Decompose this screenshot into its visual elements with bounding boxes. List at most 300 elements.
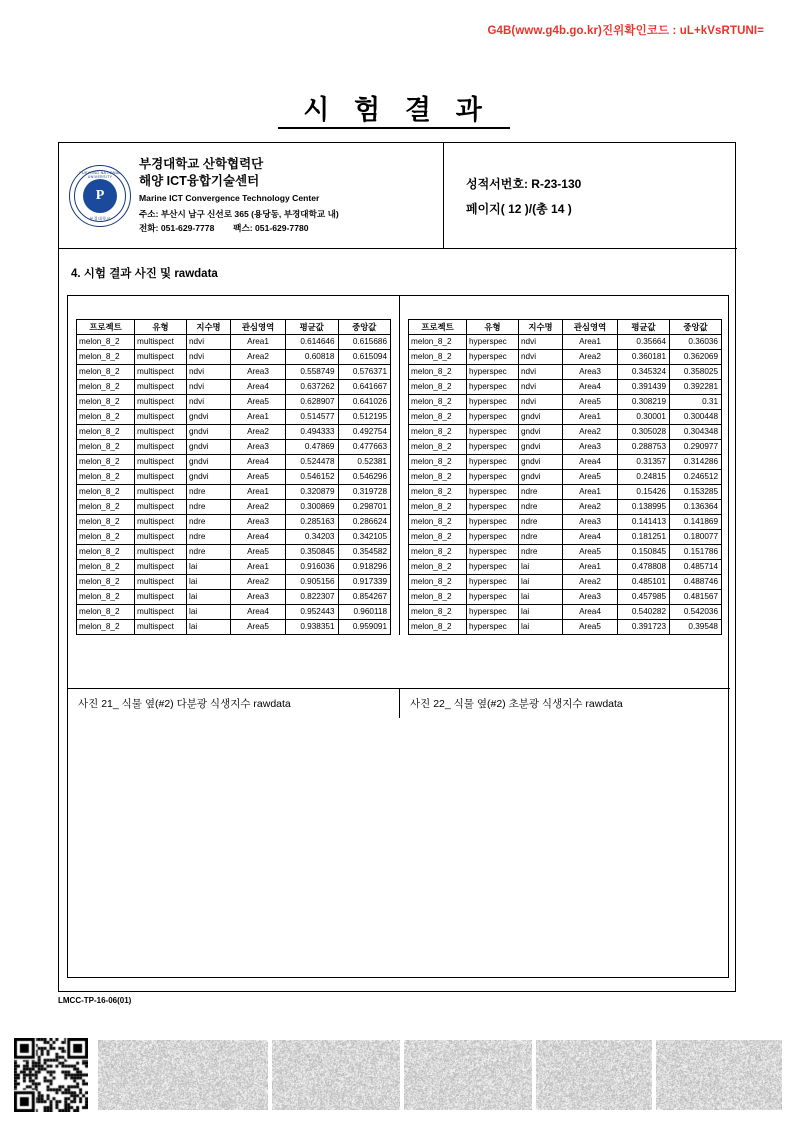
table-row (409, 380, 722, 395)
table-row (409, 485, 722, 500)
table-cell: 0.60818 (286, 350, 339, 365)
table-cell: melon_8_2 (409, 335, 467, 350)
table-cell: 0.542036 (670, 605, 722, 620)
table-cell: melon_8_2 (77, 620, 135, 635)
table-cell: ndvi (187, 350, 231, 365)
table-cell: hyperspec (467, 410, 519, 425)
table-cell: multispect (135, 605, 187, 620)
table-cell: 0.300869 (286, 500, 339, 515)
table-row (77, 470, 391, 485)
table-row (77, 335, 391, 350)
table-cell: hyperspec (467, 545, 519, 560)
col-median: 중앙값 (338, 320, 391, 335)
table-cell: 0.540282 (618, 605, 670, 620)
table-cell: hyperspec (467, 485, 519, 500)
table-cell: melon_8_2 (77, 455, 135, 470)
table-cell: Area3 (563, 365, 618, 380)
table-cell: melon_8_2 (77, 545, 135, 560)
table-cell: hyperspec (467, 455, 519, 470)
university-logo-icon (69, 165, 131, 227)
page-title: 시 험 결 과 (303, 95, 491, 125)
table-cell: Area2 (563, 500, 618, 515)
table-cell: Area2 (563, 350, 618, 365)
table-cell: Area4 (231, 380, 286, 395)
table-cell: melon_8_2 (409, 440, 467, 455)
table-cell: melon_8_2 (409, 605, 467, 620)
table-cell: 0.917339 (338, 575, 391, 590)
table-cell: 0.354582 (338, 545, 391, 560)
table-cell: 0.391723 (618, 620, 670, 635)
table-cell: hyperspec (467, 620, 519, 635)
table-cell: 0.918296 (338, 560, 391, 575)
table-row (77, 605, 391, 620)
table-row (77, 485, 391, 500)
table-row (77, 545, 391, 560)
table-cell: 0.514577 (286, 410, 339, 425)
org-name-line1: 부경대학교 산학협력단 (139, 157, 264, 172)
table-row (77, 530, 391, 545)
table-cell: 0.478808 (618, 560, 670, 575)
table-cell: Area5 (563, 620, 618, 635)
table-cell: hyperspec (467, 440, 519, 455)
table-cell: Area4 (231, 530, 286, 545)
table-cell: melon_8_2 (77, 380, 135, 395)
table-cell: 0.360181 (618, 350, 670, 365)
table-cell: 0.615094 (338, 350, 391, 365)
table-row (77, 440, 391, 455)
table-cell: 0.342105 (338, 530, 391, 545)
table-cell: Area5 (231, 395, 286, 410)
table-cell: ndvi (187, 365, 231, 380)
table-cell: Area2 (563, 425, 618, 440)
table-cell: multispect (135, 485, 187, 500)
table-row (409, 515, 722, 530)
table-cell: gndvi (187, 410, 231, 425)
table-cell: multispect (135, 590, 187, 605)
table-cell: multispect (135, 350, 187, 365)
table-cell: 0.320879 (286, 485, 339, 500)
table-cell: hyperspec (467, 365, 519, 380)
table-cell: gndvi (519, 440, 563, 455)
table-row (77, 425, 391, 440)
col-mean: 평균값 (618, 320, 670, 335)
table-row (77, 620, 391, 635)
table-cell: 0.358025 (670, 365, 722, 380)
table-cell: gndvi (519, 425, 563, 440)
table-cell: 0.181251 (618, 530, 670, 545)
org-fax: 팩스: 051-629-7780 (233, 223, 309, 234)
table-cell: hyperspec (467, 605, 519, 620)
table-row (409, 395, 722, 410)
table-cell: 0.959091 (338, 620, 391, 635)
table-cell: lai (519, 575, 563, 590)
table-cell: hyperspec (467, 335, 519, 350)
form-code: LMCC-TP-16-06(01) (58, 996, 132, 1005)
table-cell: 0.905156 (286, 575, 339, 590)
multispectral-rawdata-table (76, 319, 391, 635)
table-cell: ndvi (187, 380, 231, 395)
table-cell: ndre (519, 515, 563, 530)
table-row (77, 455, 391, 470)
table-cell: 0.47869 (286, 440, 339, 455)
table-cell: 0.286624 (338, 515, 391, 530)
table-cell: melon_8_2 (409, 365, 467, 380)
signature-strip-1 (98, 1040, 268, 1110)
qr-code (14, 1038, 88, 1112)
table-row (409, 575, 722, 590)
table-cell: Area5 (231, 620, 286, 635)
table-cell: Area1 (231, 335, 286, 350)
table-cell: hyperspec (467, 575, 519, 590)
table-row (409, 500, 722, 515)
table-cell: ndre (187, 545, 231, 560)
table-cell: gndvi (519, 470, 563, 485)
table-cell: multispect (135, 500, 187, 515)
table-cell: multispect (135, 425, 187, 440)
table-cell: melon_8_2 (77, 395, 135, 410)
table-cell: Area4 (231, 455, 286, 470)
table-cell: multispect (135, 335, 187, 350)
table-cell: 0.938351 (286, 620, 339, 635)
table-cell: hyperspec (467, 350, 519, 365)
table-cell: 0.350845 (286, 545, 339, 560)
signature-strip-5 (656, 1040, 782, 1110)
table-cell: Area2 (563, 575, 618, 590)
table-cell: lai (519, 560, 563, 575)
table-cell: hyperspec (467, 560, 519, 575)
table-row (77, 410, 391, 425)
table-cell: melon_8_2 (409, 455, 467, 470)
table-cell: 0.494333 (286, 425, 339, 440)
org-phone: 전화: 051-629-7778 (139, 223, 215, 234)
table-cell: Area2 (231, 350, 286, 365)
table-row (77, 380, 391, 395)
table-cell: multispect (135, 530, 187, 545)
multispectral-table-column (68, 296, 399, 635)
table-cell: melon_8_2 (77, 425, 135, 440)
table-cell: melon_8_2 (77, 500, 135, 515)
table-cell: melon_8_2 (77, 410, 135, 425)
table-cell: 0.614646 (286, 335, 339, 350)
table-cell: melon_8_2 (77, 575, 135, 590)
table-cell: 0.546152 (286, 470, 339, 485)
caption-row (68, 688, 730, 718)
table-cell: melon_8_2 (409, 485, 467, 500)
table-cell: multispect (135, 440, 187, 455)
col-index: 지수명 (187, 320, 231, 335)
table-cell: 0.24815 (618, 470, 670, 485)
table-row (409, 455, 722, 470)
table-cell: 0.488746 (670, 575, 722, 590)
table-cell: 0.34203 (286, 530, 339, 545)
table-cell: 0.628907 (286, 395, 339, 410)
table-cell: 0.52381 (338, 455, 391, 470)
table-cell: 0.485101 (618, 575, 670, 590)
table-cell: Area1 (563, 485, 618, 500)
table-cell: 0.391439 (618, 380, 670, 395)
table-cell: Area5 (563, 395, 618, 410)
table-cell: multispect (135, 365, 187, 380)
table-cell: gndvi (187, 440, 231, 455)
table-cell: Area4 (563, 530, 618, 545)
table-cell: ndvi (519, 365, 563, 380)
table-cell: Area5 (563, 545, 618, 560)
table-cell: melon_8_2 (409, 590, 467, 605)
table-cell: ndre (187, 485, 231, 500)
table-cell: Area1 (563, 560, 618, 575)
col-project: 프로젝트 (409, 320, 467, 335)
table-row (77, 395, 391, 410)
table-row (409, 530, 722, 545)
table-cell: 0.457985 (618, 590, 670, 605)
table-cell: multispect (135, 620, 187, 635)
table-cell: gndvi (187, 470, 231, 485)
table-cell: Area3 (231, 590, 286, 605)
table-cell: 0.615686 (338, 335, 391, 350)
table-cell: ndre (187, 515, 231, 530)
table-cell: melon_8_2 (409, 530, 467, 545)
table-cell: lai (187, 575, 231, 590)
table-cell: Area1 (231, 485, 286, 500)
signature-strip-4 (536, 1040, 652, 1110)
table-cell: Area2 (231, 425, 286, 440)
table-cell: 0.314286 (670, 455, 722, 470)
table-cell: 0.558749 (286, 365, 339, 380)
table-cell: melon_8_2 (409, 425, 467, 440)
table-cell: 0.153285 (670, 485, 722, 500)
table-row (409, 560, 722, 575)
logo-mark: P (95, 187, 105, 203)
verification-code: G4B(www.g4b.go.kr)진위확인코드 : uL+kVsRTUNI= (487, 25, 764, 37)
table-cell: 0.150845 (618, 545, 670, 560)
table-cell: lai (187, 605, 231, 620)
table-cell: 0.298701 (338, 500, 391, 515)
table-cell: lai (519, 620, 563, 635)
table-row (409, 350, 722, 365)
col-roi: 관심영역 (231, 320, 286, 335)
table-cell: melon_8_2 (77, 515, 135, 530)
table-cell: 0.960118 (338, 605, 391, 620)
table-cell: hyperspec (467, 590, 519, 605)
table-cell: 0.546296 (338, 470, 391, 485)
table-cell: 0.822307 (286, 590, 339, 605)
table-cell: 0.492754 (338, 425, 391, 440)
table-cell: 0.290977 (670, 440, 722, 455)
table-cell: Area1 (563, 335, 618, 350)
col-mean: 평균값 (286, 320, 339, 335)
table-cell: 0.30001 (618, 410, 670, 425)
table-cell: melon_8_2 (77, 605, 135, 620)
table-cell: lai (519, 590, 563, 605)
table-cell: 0.481567 (670, 590, 722, 605)
caption-left: 사진 21_ 식물 옆(#2) 다분광 식생지수 rawdata (78, 698, 291, 710)
table-cell: 0.141869 (670, 515, 722, 530)
table-cell: 0.300448 (670, 410, 722, 425)
table-cell: Area1 (231, 410, 286, 425)
table-cell: Area1 (231, 560, 286, 575)
table-cell: Area3 (563, 440, 618, 455)
table-cell: 0.485714 (670, 560, 722, 575)
table-cell: hyperspec (467, 380, 519, 395)
table-row (77, 350, 391, 365)
table-cell: 0.637262 (286, 380, 339, 395)
logo-text-top: PUKYONG NATIONAL UNIVERSITY (79, 170, 121, 179)
table-cell: Area5 (231, 470, 286, 485)
table-cell: Area1 (563, 410, 618, 425)
table-cell: multispect (135, 395, 187, 410)
table-cell: Area3 (563, 515, 618, 530)
caption-right: 사진 22_ 식물 옆(#2) 초분광 식생지수 rawdata (399, 689, 730, 718)
table-cell: 0.246512 (670, 470, 722, 485)
table-cell: 0.15426 (618, 485, 670, 500)
page-number: 페이지( 12 )/(총 14 ) (466, 201, 572, 216)
table-cell: 0.31 (670, 395, 722, 410)
hyperspectral-table-column (399, 296, 730, 635)
table-cell: ndvi (187, 395, 231, 410)
table-cell: ndvi (519, 350, 563, 365)
table-row (409, 470, 722, 485)
table-cell: multispect (135, 470, 187, 485)
table-cell: melon_8_2 (409, 545, 467, 560)
table-row (77, 365, 391, 380)
table-row (77, 500, 391, 515)
table-cell: 0.916036 (286, 560, 339, 575)
table-cell: ndre (187, 530, 231, 545)
table-cell: melon_8_2 (77, 440, 135, 455)
table-row (409, 605, 722, 620)
table-cell: lai (187, 590, 231, 605)
table-cell: hyperspec (467, 500, 519, 515)
table-cell: Area4 (231, 605, 286, 620)
table-cell: multispect (135, 410, 187, 425)
table-cell: melon_8_2 (77, 470, 135, 485)
col-index: 지수명 (519, 320, 563, 335)
table-cell: 0.952443 (286, 605, 339, 620)
col-type: 유형 (467, 320, 519, 335)
table-cell: multispect (135, 380, 187, 395)
table-cell: 0.576371 (338, 365, 391, 380)
rawdata-tables (68, 296, 730, 635)
table-cell: melon_8_2 (409, 500, 467, 515)
signature-strip-3 (404, 1040, 532, 1110)
col-project: 프로젝트 (77, 320, 135, 335)
table-row (409, 620, 722, 635)
table-cell: Area3 (231, 515, 286, 530)
table-cell: melon_8_2 (409, 575, 467, 590)
table-cell: Area3 (563, 590, 618, 605)
table-cell: melon_8_2 (77, 530, 135, 545)
table-cell: 0.304348 (670, 425, 722, 440)
table-cell: 0.138995 (618, 500, 670, 515)
table-cell: 0.345324 (618, 365, 670, 380)
table-row (409, 545, 722, 560)
col-type: 유형 (135, 320, 187, 335)
results-content-box (67, 295, 729, 978)
hyperspectral-rawdata-table (408, 319, 722, 635)
logo-text-bottom: 부경대학교 (89, 215, 111, 221)
table-cell: hyperspec (467, 470, 519, 485)
table-cell: ndvi (519, 335, 563, 350)
table-cell: 0.362069 (670, 350, 722, 365)
header-report-meta (444, 143, 737, 248)
table-cell: 0.512195 (338, 410, 391, 425)
table-cell: lai (187, 620, 231, 635)
table-cell: melon_8_2 (409, 350, 467, 365)
table-cell: Area3 (231, 365, 286, 380)
table-row (409, 365, 722, 380)
table-cell: hyperspec (467, 395, 519, 410)
table-cell: melon_8_2 (409, 395, 467, 410)
table-cell: hyperspec (467, 515, 519, 530)
table-cell: melon_8_2 (77, 350, 135, 365)
table-cell: melon_8_2 (409, 560, 467, 575)
table-cell: lai (519, 605, 563, 620)
table-cell: ndre (519, 530, 563, 545)
table-cell: 0.31357 (618, 455, 670, 470)
table-cell: Area2 (231, 575, 286, 590)
table-cell: melon_8_2 (409, 620, 467, 635)
table-cell: multispect (135, 575, 187, 590)
table-cell: Area4 (563, 380, 618, 395)
table-row (77, 560, 391, 575)
table-cell: Area3 (231, 440, 286, 455)
col-median: 중앙값 (670, 320, 722, 335)
table-cell: 0.854267 (338, 590, 391, 605)
table-cell: gndvi (519, 410, 563, 425)
org-name-line2: 해양 ICT융합기술센터 (139, 174, 260, 189)
table-cell: Area2 (231, 500, 286, 515)
table-cell: 0.151786 (670, 545, 722, 560)
org-address: 주소: 부산시 남구 신선로 365 (용당동, 부경대학교 내) (139, 208, 339, 219)
table-cell: 0.180077 (670, 530, 722, 545)
table-cell: hyperspec (467, 425, 519, 440)
table-cell: melon_8_2 (409, 380, 467, 395)
table-cell: ndvi (519, 395, 563, 410)
table-cell: 0.36036 (670, 335, 722, 350)
report-number: 성적서번호: R-23-130 (466, 176, 582, 191)
table-cell: ndvi (519, 380, 563, 395)
table-cell: melon_8_2 (77, 335, 135, 350)
table-cell: gndvi (519, 455, 563, 470)
table-cell: 0.39548 (670, 620, 722, 635)
table-cell: ndre (187, 500, 231, 515)
table-row (409, 410, 722, 425)
table-cell: multispect (135, 545, 187, 560)
table-cell: 0.392281 (670, 380, 722, 395)
table-cell: melon_8_2 (409, 515, 467, 530)
table-row (77, 515, 391, 530)
table-cell: 0.524478 (286, 455, 339, 470)
org-name-english: Marine ICT Convergence Technology Center (139, 192, 320, 203)
table-cell: 0.641026 (338, 395, 391, 410)
table-cell: 0.141413 (618, 515, 670, 530)
table-cell: 0.305028 (618, 425, 670, 440)
table-cell: melon_8_2 (409, 470, 467, 485)
table-cell: melon_8_2 (77, 590, 135, 605)
table-header-row (409, 320, 722, 335)
table-cell: hyperspec (467, 530, 519, 545)
table-cell: 0.641667 (338, 380, 391, 395)
report-header (59, 143, 737, 249)
table-cell: 0.285163 (286, 515, 339, 530)
table-cell: melon_8_2 (77, 485, 135, 500)
table-row (409, 335, 722, 350)
table-cell: melon_8_2 (77, 365, 135, 380)
table-cell: melon_8_2 (409, 410, 467, 425)
table-cell: 0.136364 (670, 500, 722, 515)
table-cell: ndvi (187, 335, 231, 350)
signature-strip-2 (272, 1040, 400, 1110)
